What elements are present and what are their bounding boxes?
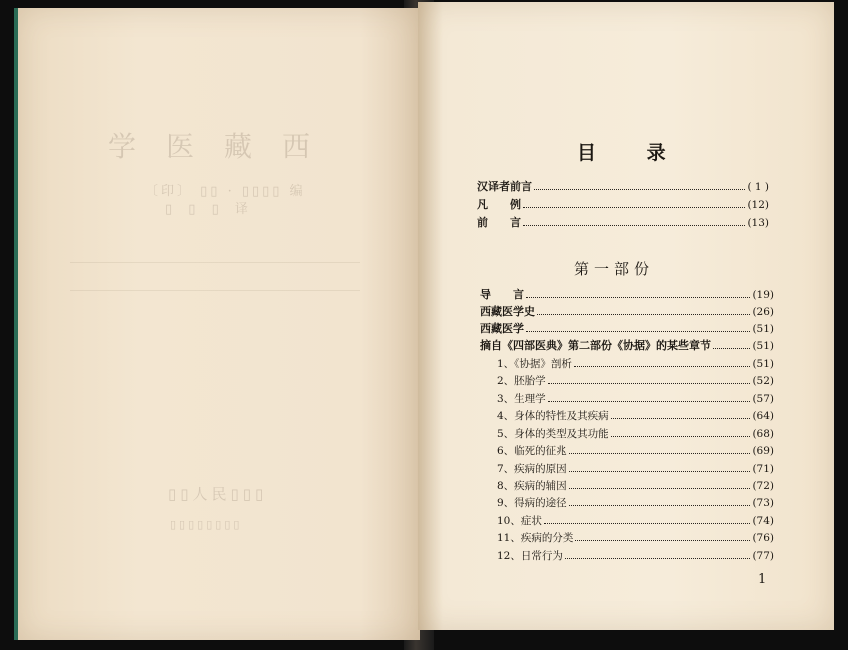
toc-chapter	[497, 392, 774, 406]
toc-chapter	[497, 444, 774, 458]
toc-title: 目 录	[577, 142, 688, 164]
toc-leader-dots	[534, 180, 745, 190]
toc-entry	[477, 216, 769, 230]
toc-entry	[480, 288, 774, 302]
left-page-faint-translator: ▯ ▯ ▯ 译	[165, 202, 254, 217]
toc-chapter-page: (52)	[752, 375, 774, 387]
toc-chapter-page: (69)	[752, 445, 774, 457]
toc-chapter-page: (77)	[752, 550, 774, 562]
toc-chapter	[497, 374, 774, 388]
toc-leader-dots	[575, 531, 750, 541]
toc-chapter-label: 1、《协据》剖析	[497, 358, 572, 370]
toc-entry	[477, 180, 769, 194]
toc-leader-dots	[565, 549, 751, 559]
toc-chapter	[497, 479, 774, 493]
toc-leader-dots	[526, 288, 750, 298]
toc-leader-dots	[526, 322, 750, 332]
left-page-faint-title: 学医藏西	[108, 130, 341, 163]
toc-chapter-label: 4、身体的特性及其疾病	[497, 410, 609, 422]
toc-entry-label: 摘自《四部医典》第二部份《协据》的某些章节	[480, 339, 711, 352]
toc-entry	[480, 305, 774, 319]
toc-entry-page: (51)	[752, 323, 774, 335]
left-page-faint-rule	[70, 262, 360, 263]
toc-entry-page: (51)	[752, 340, 774, 352]
toc-chapter-label: 7、疾病的原因	[497, 463, 567, 475]
toc-chapter-label: 6、临死的征兆	[497, 445, 567, 457]
toc-leader-dots	[537, 305, 750, 315]
toc-leader-dots	[523, 198, 745, 208]
toc-chapter-page: (76)	[752, 532, 774, 544]
toc-chapter-label: 12、日常行为	[497, 550, 563, 562]
toc-leader-dots	[574, 357, 751, 367]
toc-chapter	[497, 496, 774, 510]
toc-leader-dots	[523, 216, 745, 226]
toc-entry	[480, 322, 774, 336]
left-page-faint-author: 〔印〕 ▯▯ · ▯▯▯▯ 编	[145, 184, 306, 199]
toc-chapter-page: (71)	[752, 463, 774, 475]
toc-entry-label: 西藏医学史	[480, 305, 535, 318]
toc-chapter-page: (57)	[752, 393, 774, 405]
section-title: 第一部份	[574, 260, 655, 278]
page-number: 1	[758, 572, 767, 587]
toc-chapter-label: 8、疾病的辅因	[497, 480, 567, 492]
toc-leader-dots	[569, 496, 751, 506]
toc-chapter-label: 3、生理学	[497, 393, 546, 405]
toc-entry-label: 前 言	[477, 216, 521, 229]
toc-entry	[477, 198, 769, 212]
toc-entry-label: 汉译者前言	[477, 180, 532, 193]
toc-entry-label: 西藏医学	[480, 322, 524, 335]
toc-chapter-page: (74)	[752, 515, 774, 527]
toc-chapter-page: (51)	[752, 358, 774, 370]
toc-chapter-page: (73)	[752, 497, 774, 509]
toc-leader-dots	[569, 462, 751, 472]
toc-entry-page: (13)	[747, 217, 769, 229]
toc-leader-dots	[544, 514, 751, 524]
toc-chapter-label: 5、身体的类型及其功能	[497, 428, 609, 440]
toc-leader-dots	[611, 409, 751, 419]
left-page-faint-rule	[70, 290, 360, 291]
toc-entry-label: 导 言	[480, 288, 524, 301]
toc-leader-dots	[569, 479, 751, 489]
toc-entry-label: 凡 例	[477, 198, 521, 211]
toc-leader-dots	[713, 339, 750, 349]
left-page-faint-imprint: ▯▯▯▯▯▯▯▯	[170, 518, 243, 531]
toc-entry-page: (26)	[752, 306, 774, 318]
toc-leader-dots	[611, 427, 751, 437]
toc-chapter-page: (64)	[752, 410, 774, 422]
toc-chapter-label: 10、症状	[497, 515, 542, 527]
toc-entry-page: (12)	[747, 199, 769, 211]
toc-chapter-label: 2、胚胎学	[497, 375, 546, 387]
toc-chapter	[497, 409, 774, 423]
toc-chapter	[497, 427, 774, 441]
toc-leader-dots	[569, 444, 751, 454]
toc-entry-page: (19)	[752, 289, 774, 301]
toc-entry-page: ( 1 )	[747, 181, 769, 193]
toc-chapter	[497, 549, 774, 563]
toc-chapter-label: 9、得病的途径	[497, 497, 567, 509]
toc-leader-dots	[548, 374, 751, 384]
toc-chapter-label: 11、疾病的分类	[497, 532, 574, 544]
toc-chapter	[497, 462, 774, 476]
toc-chapter	[497, 514, 774, 528]
toc-chapter-page: (72)	[752, 480, 774, 492]
toc-chapter-page: (68)	[752, 428, 774, 440]
left-page-faint-publisher: ▯▯人民▯▯▯	[168, 485, 268, 503]
toc-chapter	[497, 531, 774, 545]
left-page	[14, 8, 420, 640]
toc-leader-dots	[548, 392, 751, 402]
toc-chapter	[497, 357, 774, 371]
toc-entry	[480, 339, 774, 353]
